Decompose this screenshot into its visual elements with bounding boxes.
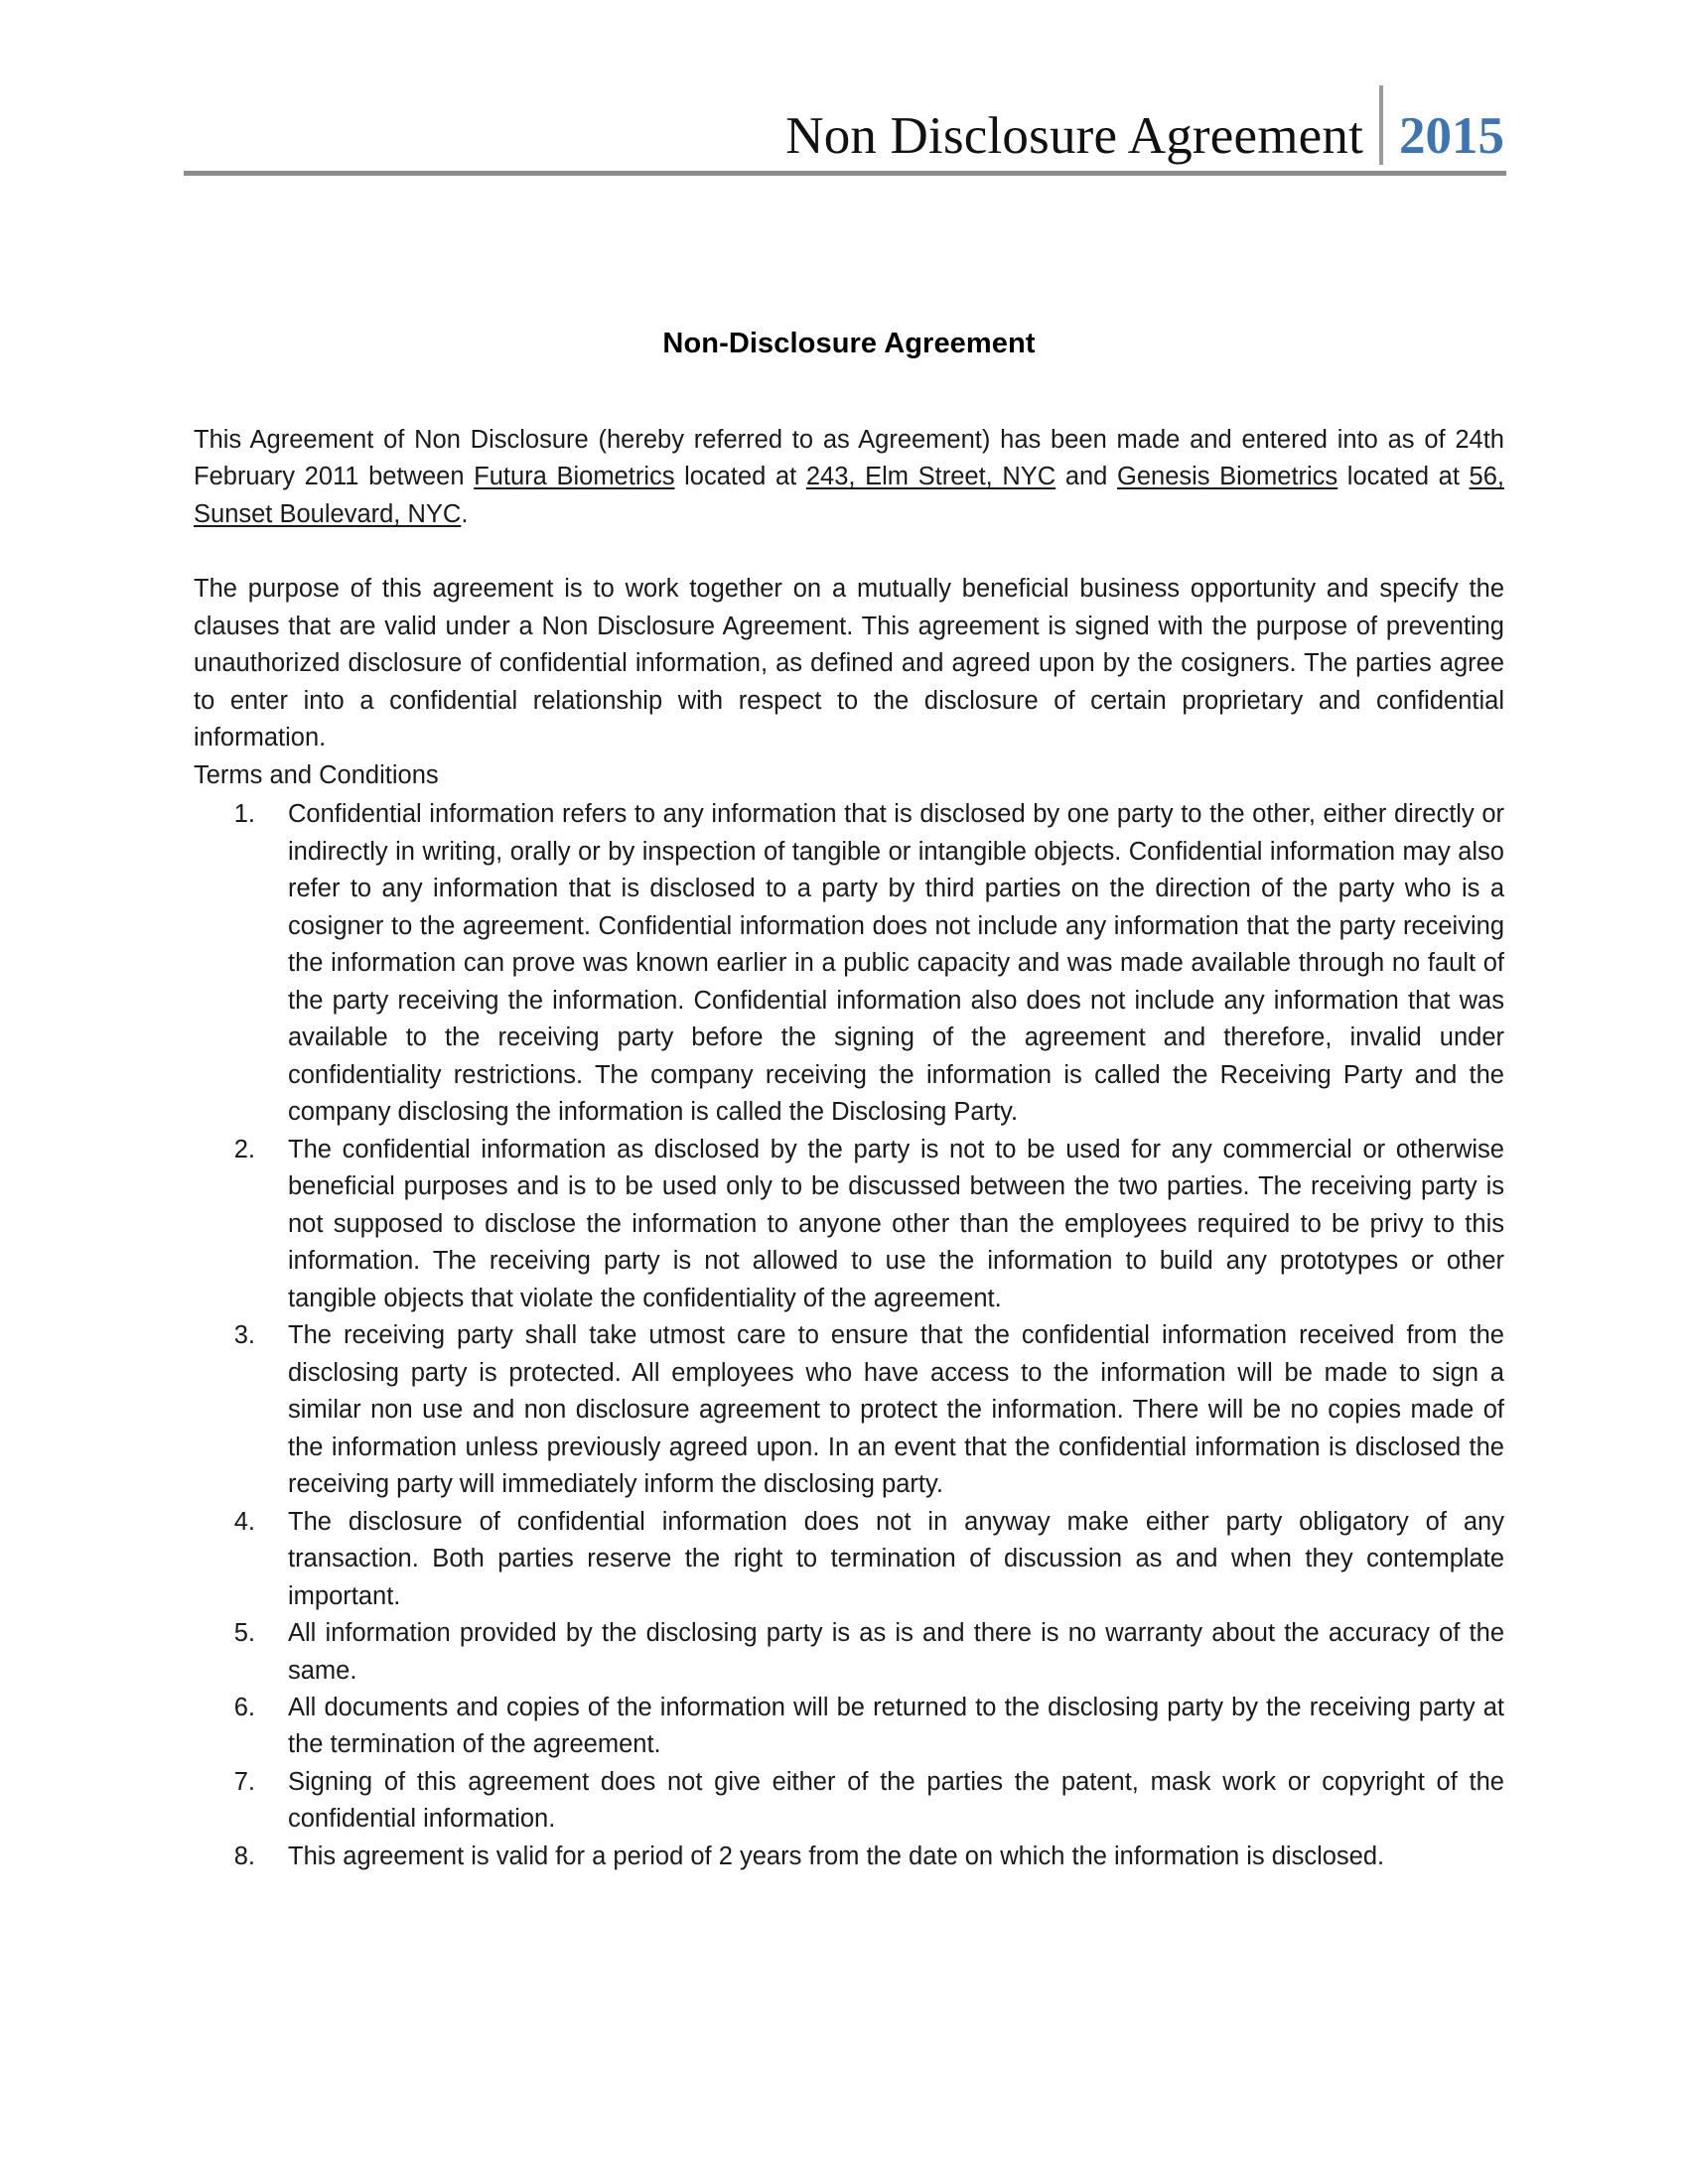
list-item-number: 4. bbox=[233, 1507, 255, 1536]
header-horizontal-rule bbox=[184, 171, 1506, 176]
header-divider-bar bbox=[1379, 85, 1383, 165]
party-one-name: Futura Biometrics bbox=[474, 463, 675, 491]
list-item-number: 6. bbox=[233, 1693, 255, 1721]
document-body bbox=[194, 328, 1504, 1875]
list-item-text: The receiving party shall take utmost care to ensure that the confidential information received from the disclosing party is protected. All employees who have access to the information will be made to sign a similar non use and non disclosure agreement to protect the information. There will be no copies made of the information unless previously agreed upon. In an event that the confidential information is disclosed the receiving party will immediately inform the disclosing party. bbox=[288, 1321, 1504, 1499]
list-item bbox=[194, 1839, 1504, 1875]
list-item-text: Confidential information refers to any information that is disclosed by one party to the other, either directly or indirectly in writing, orally or by inspection of tangible or intangible objects. Confidential information may also refer to any information that is disclosed to a party by third parties on the direction of the party who is a cosigner to the agreement. Confidential information does not include any information that the party receiving the information can prove was known earlier in a public capacity and was made available through no fault of the party receiving the information. Confidential information also does not include any information that was available to the receiving party before the signing of the agreement and therefore, invalid under confidentiality restrictions. The company receiving the information is called the Receiving Party and the company disclosing the information is called the Disclosing Party. bbox=[288, 800, 1504, 1127]
list-item-number: 1. bbox=[233, 800, 255, 829]
purpose-paragraph: The purpose of this agreement is to work together on a mutually beneficial business opportunity and specify the clauses that are valid under a Non Disclosure Agreement. This agreement is signed with the purpose of preventing unauthorized disclosure of confidential information, as defined and agreed upon by the cosigners. The parties agree to enter into a confidential relationship with respect to the disclosure of certain proprietary and confidential information. bbox=[194, 575, 1504, 752]
intro-text-part3: and bbox=[1055, 463, 1117, 491]
list-item-number: 7. bbox=[233, 1767, 255, 1796]
list-item-text: All information provided by the disclosing party is as is and there is no warranty about the accuracy of the same. bbox=[288, 1619, 1504, 1685]
list-item-text: The confidential information as disclosed by the party is not to be used for any commercial or otherwise beneficial purposes and is to be used only to be discussed between the two parties. The receiving party is not supposed to disclose the information to anyone other than the employees required to be privy to this information. The receiving party is not allowed to use the information to build any prototypes or other tangible objects that violate the confidentiality of the agreement. bbox=[288, 1135, 1504, 1312]
intro-text-part2: located at bbox=[674, 463, 806, 491]
list-item-text: The disclosure of confidential information does not in anyway make either party obligatory of any transaction. Both parties reserve the right to termination of discussion as and when they contemplate important. bbox=[288, 1507, 1504, 1610]
party-two-address: 56, Sunset Boulevard, NYC bbox=[194, 463, 1504, 528]
list-item bbox=[194, 1690, 1504, 1764]
header-title-row bbox=[0, 77, 1688, 167]
intro-paragraph bbox=[194, 422, 1504, 533]
intro-text-part1: This Agreement of Non Disclosure (hereby referred to as Agreement) has been made and entered into as of 24th February 2011 between bbox=[194, 426, 1504, 491]
list-item bbox=[194, 1317, 1504, 1503]
header-year: 2015 bbox=[1399, 107, 1504, 165]
intro-text-part4: located at bbox=[1337, 463, 1470, 491]
list-item bbox=[194, 1504, 1504, 1615]
intro-text-part5: . bbox=[461, 499, 469, 528]
page-title: Non-Disclosure Agreement bbox=[662, 328, 1036, 359]
list-item bbox=[194, 1132, 1504, 1317]
terms-heading: Terms and Conditions bbox=[194, 760, 439, 789]
list-item-number: 5. bbox=[233, 1619, 255, 1648]
list-item bbox=[194, 1764, 1504, 1839]
list-item-text: All documents and copies of the information will be returned to the disclosing party by the receiving party at the termination of the agreement. bbox=[288, 1693, 1504, 1759]
party-two-name: Genesis Biometrics bbox=[1117, 463, 1338, 491]
list-item-text: This agreement is valid for a period of 2 years from the date on which the information is disclosed. bbox=[288, 1842, 1385, 1870]
header-title: Non Disclosure Agreement bbox=[785, 107, 1363, 165]
list-item bbox=[194, 796, 1504, 1131]
list-item bbox=[194, 1615, 1504, 1690]
list-item-text: Signing of this agreement does not give either of the parties the patent, mask work or copyright of the confidential information. bbox=[288, 1767, 1504, 1834]
party-one-address: 243, Elm Street, NYC bbox=[805, 463, 1056, 491]
terms-list bbox=[194, 796, 1504, 1875]
list-item-number: 3. bbox=[233, 1321, 255, 1350]
list-item-number: 2. bbox=[233, 1135, 255, 1163]
list-item-number: 8. bbox=[233, 1842, 255, 1870]
